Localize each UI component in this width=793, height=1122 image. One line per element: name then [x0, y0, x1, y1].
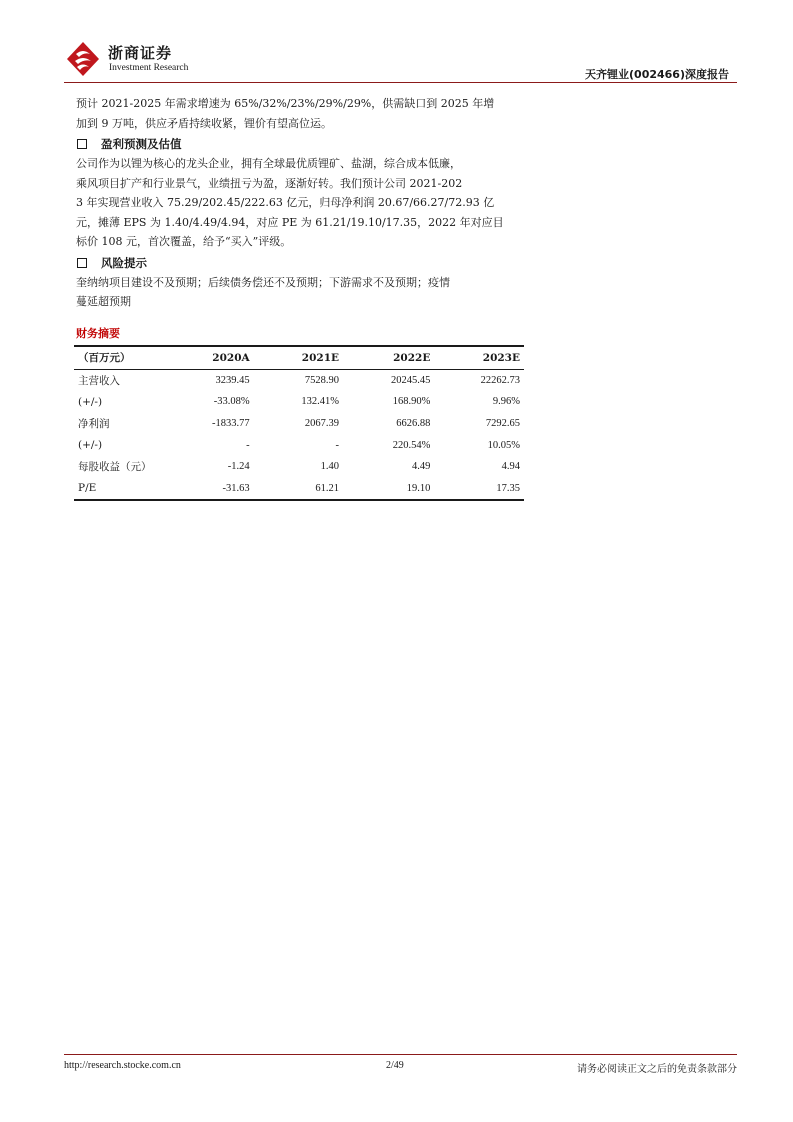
- table-cell: 132.41%: [301, 396, 340, 408]
- text-line: 标价 108 元，首次覆盖，给予“买入”评级。: [76, 235, 292, 248]
- table-cell: 20245.45: [390, 374, 431, 386]
- table-cell: 61.21: [254, 478, 343, 501]
- square-bullet-icon: [77, 139, 87, 149]
- table-cell: 3239.45: [215, 374, 250, 386]
- text-line: 乘风项目扩产和行业景气，业绩扭亏为盈，逐渐好转。我们预计公司 2021-202: [76, 176, 463, 190]
- column-header: 2023E: [434, 346, 524, 369]
- logo-cn: 浙商证券: [108, 44, 173, 62]
- row-label: 净利润: [78, 418, 110, 431]
- table-cell: 17.35: [434, 478, 524, 501]
- table-cell: 7528.90: [304, 374, 340, 386]
- table-row: [74, 478, 524, 501]
- row-label: 主营收入: [78, 374, 120, 387]
- text-line: 3 年实现营业收入 75.29/202.45/222.63 亿元，归母净利润 20.67/66.27/72.93 亿: [76, 196, 495, 209]
- disclaimer-note: 请务必阅读正文之后的免责条款部分: [577, 1064, 737, 1075]
- financial-summary-title: 财务摘要: [76, 327, 120, 340]
- table-cell: 10.05%: [487, 439, 520, 451]
- text-line: 元，摊薄 EPS 为 1.40/4.49/4.94，对应 PE 为 61.21/19.10/17.35，2022 年对应目: [76, 215, 504, 229]
- row-label: (+/-): [78, 395, 103, 408]
- logo: [64, 40, 204, 78]
- section-heading: [76, 134, 528, 154]
- page-number: 2/49: [386, 1060, 404, 1071]
- text-line: 预计 2021-2025 年需求增速为 65%/32%/23%/29%/29%，供需缺口到 2025 年增: [76, 97, 495, 110]
- table-cell: 19.10: [343, 478, 434, 501]
- row-label: 每股收益（元）: [78, 461, 152, 474]
- zheshang-logo-icon: [64, 40, 102, 78]
- table-cell: -: [335, 439, 340, 451]
- row-label: (+/-): [78, 439, 103, 452]
- table-cell: 22262.73: [480, 374, 520, 386]
- table-cell: -31.63: [173, 478, 254, 501]
- table-cell: 4.94: [501, 461, 520, 473]
- column-header: 2020A: [173, 346, 254, 369]
- table-cell: -1833.77: [212, 418, 250, 430]
- text-line: 公司作为以锂为核心的龙头企业，拥有全球最优质锂矿、盐湖，综合成本低廉，: [76, 157, 461, 170]
- section-heading: [76, 253, 528, 273]
- table-row: [74, 369, 524, 391]
- footer-divider: [64, 1054, 737, 1055]
- table-cell: -33.08%: [213, 396, 250, 408]
- square-bullet-icon: [77, 258, 87, 268]
- section-title: 风险提示: [101, 255, 147, 270]
- section-title: 盈利预测及估值: [101, 137, 182, 151]
- table-cell: 2067.39: [304, 418, 340, 430]
- text-line: 蔓延超预期: [76, 295, 131, 308]
- table-cell: -: [246, 439, 250, 451]
- table-cell: 7292.65: [485, 418, 520, 430]
- table-cell: 1.40: [320, 461, 340, 473]
- logo-en: Investment Research: [109, 63, 189, 73]
- header-divider: [64, 82, 737, 83]
- intro-paragraph: [76, 94, 528, 133]
- text-line: 奎纳纳项目建设不及预期；后续债务偿还不及预期；下游需求不及预期；疫情: [76, 275, 450, 289]
- table-cell: 168.90%: [392, 396, 431, 408]
- main-content: [76, 94, 528, 312]
- report-title: 天齐锂业(002466)深度报告: [585, 68, 729, 81]
- risk-paragraph: [76, 273, 528, 312]
- table-row: [74, 434, 524, 456]
- table-cell: -1.24: [227, 461, 250, 473]
- table-row: [74, 413, 524, 435]
- table-cell: 6626.88: [396, 418, 431, 430]
- table-row: [74, 391, 524, 413]
- forecast-paragraph: [76, 154, 528, 252]
- column-header: 2022E: [343, 346, 434, 369]
- text-line: 加到 9 万吨，供应矛盾持续收紧，锂价有望高位运。: [76, 116, 332, 130]
- footer-website-link[interactable]: http://research.stocke.com.cn: [64, 1060, 181, 1071]
- table-cell: 9.96%: [492, 396, 520, 408]
- financial-summary-table: [74, 345, 524, 501]
- table-cell: 4.49: [411, 461, 431, 473]
- table-cell: 220.54%: [392, 439, 431, 451]
- column-header: 2021E: [254, 346, 343, 369]
- table-row: [74, 456, 524, 478]
- column-header: （百万元）: [74, 346, 173, 369]
- table-header-row: [74, 346, 524, 369]
- row-label: P/E: [74, 478, 173, 501]
